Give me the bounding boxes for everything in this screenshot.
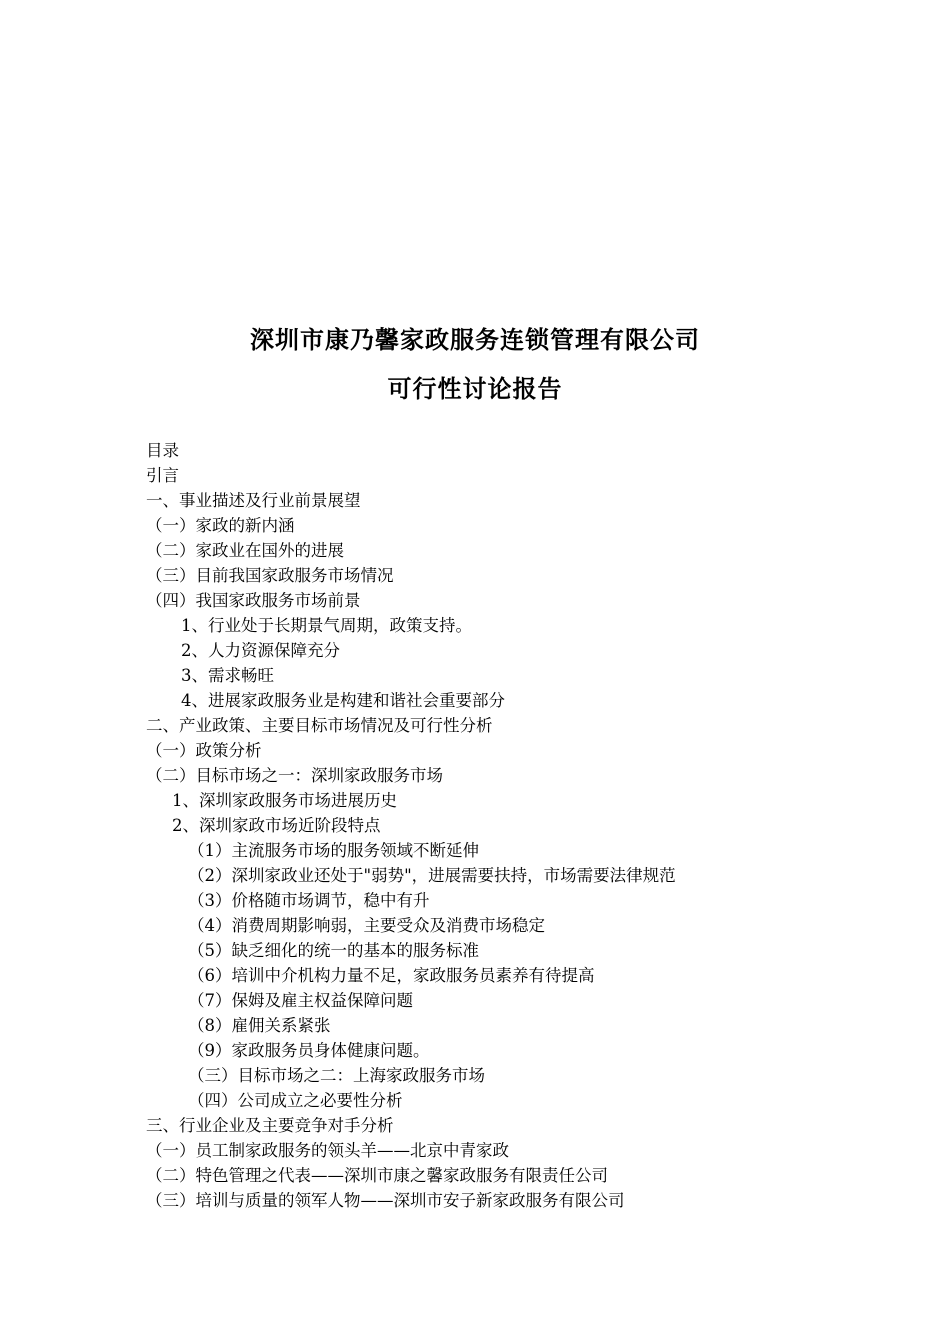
toc-item: （四）公司成立之必要性分析 — [188, 1091, 403, 1110]
toc-item: （二）目标市场之一：深圳家政服务市场 — [146, 766, 443, 785]
toc-item: （三）目前我国家政服务市场情况 — [146, 566, 394, 585]
toc-item: （5）缺乏细化的统一的基本的服务标准 — [188, 941, 479, 960]
toc-item: 1、深圳家政服务市场进展历史 — [172, 791, 397, 810]
toc-item: （一）政策分析 — [146, 741, 262, 760]
toc-item: 2、人力资源保障充分 — [181, 641, 340, 660]
toc-item: （9）家政服务员身体健康问题。 — [188, 1041, 430, 1060]
document-title: 深圳市康乃馨家政服务连锁管理有限公司 — [250, 325, 700, 354]
toc-item: （7）保姆及雇主权益保障问题 — [188, 991, 413, 1010]
toc-item: 二、产业政策、主要目标市场情况及可行性分析 — [146, 716, 493, 735]
toc-item: （一）家政的新内涵 — [146, 516, 295, 535]
toc-item: 一、事业描述及行业前景展望 — [146, 491, 361, 510]
toc-item: （三）培训与质量的领军人物——深圳市安子新家政服务有限公司 — [146, 1191, 625, 1210]
toc-item: （一）员工制家政服务的领头羊——北京中青家政 — [146, 1141, 509, 1160]
toc-item: 4、进展家政服务业是构建和谐社会重要部分 — [181, 691, 505, 710]
table-of-contents — [0, 438, 950, 1213]
toc-item: 三、行业企业及主要竞争对手分析 — [146, 1116, 394, 1135]
toc-item: 3、需求畅旺 — [181, 666, 274, 685]
toc-item: （4）消费周期影响弱，主要受众及消费市场稳定 — [188, 916, 545, 935]
toc-item: （二）家政业在国外的进展 — [146, 541, 344, 560]
toc-item: 2、深圳家政市场近阶段特点 — [172, 816, 381, 835]
toc-item: 1、行业处于长期景气周期，政策支持。 — [181, 616, 472, 635]
toc-item: （1）主流服务市场的服务领域不断延伸 — [188, 841, 479, 860]
toc-item: （2）深圳家政业还处于"弱势"，进展需要扶持，市场需要法律规范 — [188, 866, 676, 885]
toc-item: 引言 — [146, 466, 179, 485]
toc-item: （8）雇佣关系紧张 — [188, 1016, 331, 1035]
toc-item: （二）特色管理之代表——深圳市康之馨家政服务有限责任公司 — [146, 1166, 608, 1185]
toc-item: （三）目标市场之二：上海家政服务市场 — [188, 1066, 485, 1085]
toc-item: （6）培训中介机构力量不足，家政服务员素养有待提高 — [188, 966, 595, 985]
document-subtitle: 可行性讨论报告 — [387, 374, 563, 403]
toc-heading: 目录 — [146, 441, 179, 460]
toc-item: （四）我国家政服务市场前景 — [146, 591, 361, 610]
toc-item: （3）价格随市场调节，稳中有升 — [188, 891, 430, 910]
